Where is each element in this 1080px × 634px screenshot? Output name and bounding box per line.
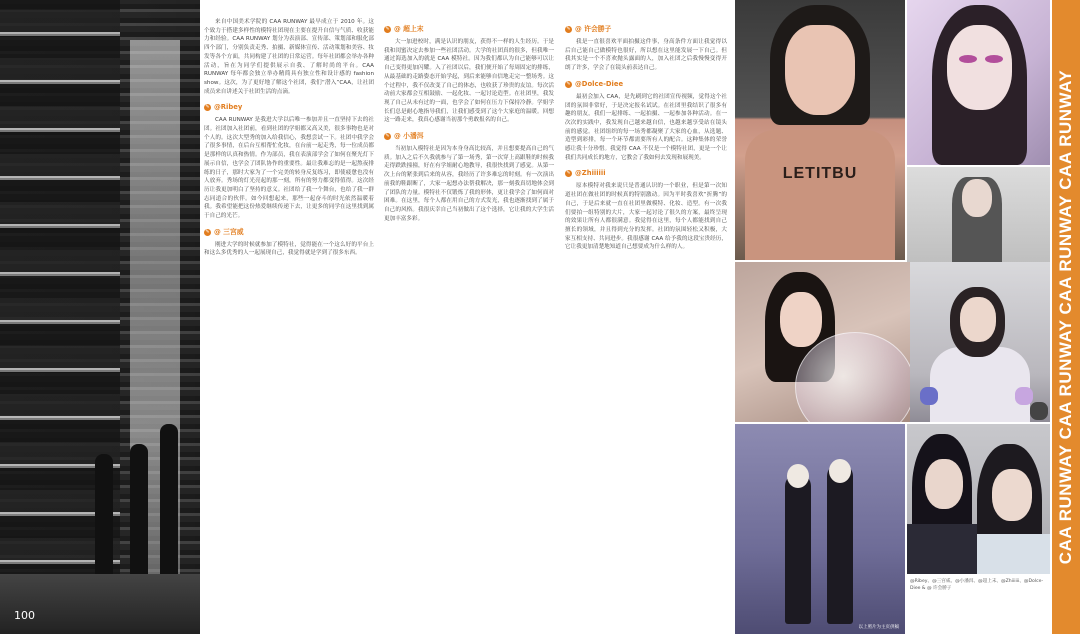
page-number: 100 <box>14 609 35 622</box>
clothing <box>907 524 977 574</box>
author-badge-icon: ✎ <box>566 170 571 177</box>
eye-makeup <box>959 55 977 63</box>
author-name: @ 三宫威 <box>214 227 244 236</box>
author-heading-dolce <box>565 79 727 90</box>
author-badge-icon: ✎ <box>566 26 571 32</box>
face <box>785 25 855 115</box>
article-zhiiiiii: 原本模特对我来说只是普通认识的一个职业，但是第一次知道社团在做社团的时候真的特别激动。因为平时我喜欢“折腾”的自己，于是后来就一直在社团里做模特、化妆、造型。有一次我们要拍一组特别的大片，大家一起讨论了很久的方案，最终呈现的效果让所有人都很满意。我觉得在这里，每个人都能找到自己擅长的领域，并且得到充分的发挥。社团的氛围轻松又积极，大家互相支持、共同进步。我很感谢 CAA 给予我的这段宝贵经历，它让我更加清楚地知道自己想要成为什么样的人。 <box>565 183 727 251</box>
floor <box>0 574 200 634</box>
shirt <box>745 130 895 260</box>
eye-makeup <box>985 55 1003 63</box>
photo-model-grey <box>907 167 1050 263</box>
left-bw-photo <box>0 0 200 634</box>
photo-model-letitbe-shirt <box>735 0 905 260</box>
head <box>829 459 851 483</box>
model-figure <box>785 474 811 624</box>
face <box>962 179 992 217</box>
author-name: @ 小潘洱 <box>394 132 424 141</box>
article-dolce: 最初会加入 CAA，是先刷到它的社团宣传视频，觉得这个社团的氛围非常好，于是决定报名试试。在社团里我结识了很多有趣的朋友，我们一起排练、一起拍摄、一起参加各种活动。在一次次的实践中，我发现自己越来越自信，也越来越享受站在镜头前的感觉。社团组织的每一场秀都凝聚了大家的心血，从选题、造型到彩排，每一个环节都需要所有人的配合。这种集体的荣誉感让我十分珍惜。我觉得 CAA 不仅是一个模特社团，更是一个让我们共同成长的地方，它教会了我如何去发现和展现美。 <box>565 93 727 161</box>
model-silhouette <box>95 454 113 594</box>
face <box>992 469 1032 521</box>
author-name: @Dolce-Diee <box>575 79 624 88</box>
face <box>947 25 1012 110</box>
photo-model-with-objects <box>910 262 1050 422</box>
author-heading-zhiiiiii <box>565 168 727 179</box>
author-badge-icon: ✎ <box>205 104 210 111</box>
article-sangong: 刚进大学的时候就参加了模特社，觉得能在一个这么好的平台上和这么多优秀的人一起展现自己，我觉得就是学到了很多东西。 <box>204 241 374 257</box>
model-silhouette <box>160 424 178 594</box>
author-badge-icon: ✎ <box>385 133 390 140</box>
article-xiaopan: 当初加入模特社是因为本身身高比较高，并且想要提高自己的气质。加入之后不久我就参与了第一场秀，第一次穿上高跟鞋的时候我走得跌跌撞撞，好在有学姐耐心地教导，我很快找到了感觉。从第一次上台的紧张到后来的从容，我经历了许多难忘的时刻。有一次演出前我的鞋跟断了，大家一起想办法帮我解决，那一刻我真切地体会到了团队的力量。模特社不仅锻炼了我的形体，更让我学会了如何面对困难。在这里，每个人都在用自己的方式发光，我也逐渐找到了属于自己的风格。我很庆幸自己当初做出了这个选择，它让我的大学生活更加丰富多彩。 <box>384 146 554 222</box>
prop <box>1015 387 1033 405</box>
photo-model-purple-makeup <box>907 0 1050 165</box>
face <box>925 459 963 509</box>
photo-two-models-closeup <box>907 424 1050 574</box>
article-chaoshang: 大一加进校时，满是认识的朋友，获得不一样的人生经历。于是我和闺蜜决定去参加一些社团活动。大学的社团真的很多，但我唯一通过海选加入的就是 CAA 模特社。因为我们都认为自己能够可以让自己变得更加闪耀。入了社团以后，我们便开始了每周固定的排练，从最基础的走路姿态开始学起，到后来能够自信地走完一整场秀。这个过程中，我不仅改变了自己的体态，也收获了珍贵的友谊。每次活动前大家都会互相鼓励、一起化妆、一起讨论造型。在社团里，我发现了自己从未有过的一面，也学会了如何在压力下保持冷静。学姐学长们总是耐心地指导我们，让我们感受到了这个大家庭的温暖。回想这一路走来，我真心感谢当初那个勇敢报名的自己。 <box>384 39 554 124</box>
model-silhouette <box>130 444 148 594</box>
author-heading-xiaopan <box>384 131 554 142</box>
clothing <box>977 534 1050 574</box>
author-name: @Ribey <box>214 103 243 112</box>
prop <box>920 387 938 405</box>
photo-model-glass-disc <box>735 262 910 422</box>
author-heading-xuhuisheng <box>565 24 727 35</box>
author-name: @Zhiiiiii <box>575 169 606 178</box>
author-name: @ 超上末 <box>394 25 424 33</box>
face <box>780 292 822 347</box>
text-column-1 <box>204 18 374 261</box>
text-column-2 <box>384 18 554 226</box>
body <box>930 347 1030 422</box>
article-ribey: CAA RUNWAY 是我进大学以后唯一参加并且一直坚持下去的社团。社团加入社团前，看到社团的学姐都又高又美，很多事物也是对个人的。这次大型秀的加入给我信心，我想尝试一下。社团中我学会了很多事情，在后台互相帮忙化妆，在台前一起走秀，每一位成员都是那样的认真和热情。作为部员，我在表演部学会了如何在聚光灯下展示自信，也学会了团队协作的重要性。最让我难忘的是一起熬夜排练的日子，那时大家为了一个完美的转身反复练习，即使疲惫也没有人放弃。秀场的灯光亮起的那一刻，所有的努力都变得值得。这次经历让我更加明白了坚持的意义。社团给了我一个舞台，也给了我一群志同道合的伙伴。如今回想起来，那些一起奋斗的时光依然温暖着我。我希望能把这份热爱继续传递下去，让更多的同学在这里找到属于自己的光芒。 <box>204 117 374 220</box>
intro-paragraph: 来自中国美术学院的 CAA RUNWAY 最早成立于 2010 年。这个致力于搭建多样性的模特社团现在主要在提升自信与气质、收获能力和经验。CAA RUNWAY 划分为表演部、宣传部、策划部和服化部四个部门，分别负责走秀、拍摄、新媒体宣传、活动策划和美容、妆发等各个方面，共同构建了社团的日常运营。每年社团都会举办各种活动，旨在为同学们提供展示自我、了解时尚的平台。CAA RUNWAY 每年都会独立举办精简具有独立性和设计感的 fashion show。这次，为了更好地了解这个社团，我们“潜入”CAA，让社团成员来自讲述关于社团生活的点滴。 <box>204 19 374 95</box>
prop <box>1030 402 1048 420</box>
vertical-title-bar <box>1052 0 1080 634</box>
face <box>960 297 996 342</box>
photo-two-models-suits <box>735 424 905 634</box>
photo-caption: 以上照片为主页供稿 <box>858 625 899 630</box>
shirt-print: LETITBU <box>782 165 858 182</box>
author-badge-icon: ✎ <box>205 228 210 235</box>
author-name: @ 许会勝子 <box>575 25 612 33</box>
article-xuhuisheng: 我是一直很喜欢平面拍摄这件事，身高条件方面让我觉得以后自己能自己做模特也很好，所以想在这里能发展一下自己。但我其实是一个不喜欢抛头露面的人，加入社团之后我慢慢变得开朗了许多，学会了在镜头前表达自己。 <box>565 39 727 72</box>
vertical-title: CAA RUNWAY CAA RUNWAY CAA RUNWAY CAA RUNWAY <box>1056 69 1075 565</box>
author-heading-sangong <box>204 227 374 238</box>
photo-credits: @Ribey、@三宫威、@小潘洱、@超上末、@Zhiiiiii、@Dolce-Diee & @ 许会勝子 <box>910 579 1044 591</box>
text-column-3 <box>565 18 727 255</box>
model-figure <box>827 464 853 624</box>
author-badge-icon: ✎ <box>566 80 571 87</box>
author-heading-chaoshang <box>384 24 554 35</box>
head <box>787 464 809 488</box>
author-badge-icon: ✎ <box>385 26 390 32</box>
author-heading-ribey <box>204 102 374 113</box>
